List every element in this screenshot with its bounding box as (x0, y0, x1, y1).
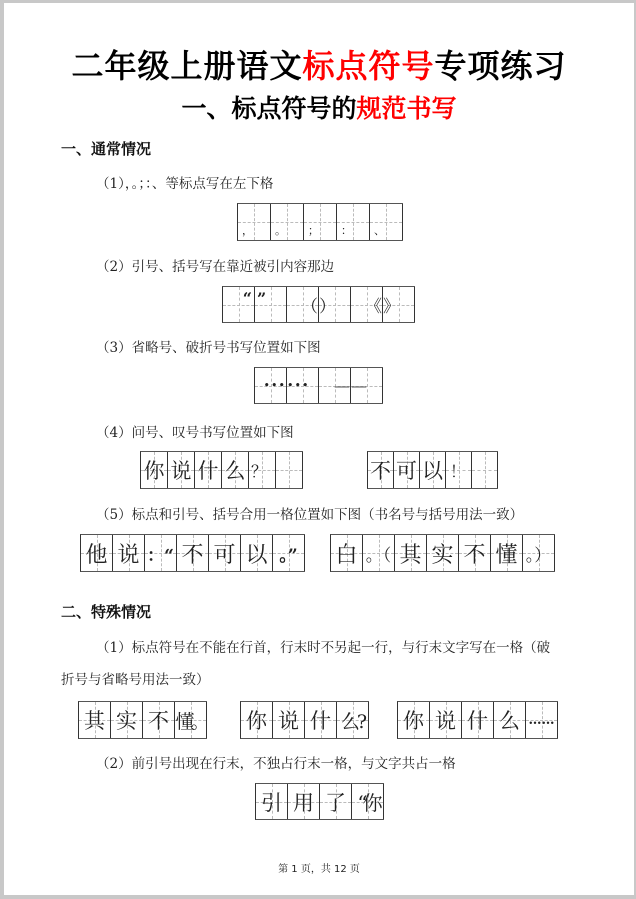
grid-item1 (237, 203, 403, 241)
grid-cell: 说 (430, 702, 462, 738)
grid-special2 (255, 783, 384, 820)
grid-cell: 白 (331, 535, 363, 571)
section2-heading: 二、特殊情况 (61, 603, 152, 621)
grid-cell: “你 (352, 784, 384, 819)
grid-cell: 。 (271, 204, 304, 240)
grid-cell: 什 (305, 702, 337, 738)
grid-cell: 、 (370, 204, 403, 240)
title-prefix: 二年级上册语文 (71, 47, 303, 85)
grid-cell: 你 (398, 702, 430, 738)
grid-cell: 说 (168, 452, 195, 488)
grid-cell: 可 (209, 535, 241, 571)
grid-cell: ：“ (145, 535, 177, 571)
item1-text: （1），。；：、等标点写在左下格 (96, 176, 274, 192)
item4-text: （4）问号、叹号书写位置如下图 (96, 425, 294, 441)
grid-cell: 以 (241, 535, 273, 571)
grid-cell: 可 (394, 452, 420, 488)
grid-cell: — (351, 368, 383, 403)
grid-special1b (240, 701, 369, 739)
grid-cell: “ (223, 287, 255, 322)
item5-text: （5）标点和引号、括号合用一格位置如下图（书名号与括号用法一致） (96, 507, 524, 523)
grid-cell: 什 (195, 452, 222, 488)
grid-cell: 了 (320, 784, 352, 819)
grid-cell: 用 (288, 784, 320, 819)
grid-cell: 什 (462, 702, 494, 738)
grid-cell: 么? (337, 702, 369, 738)
grid-cell: ？ (249, 452, 276, 488)
grid-cell: 不 (368, 452, 394, 488)
grid-cell: 。” (273, 535, 305, 571)
grid-cell: ” (255, 287, 287, 322)
grid-cell: 你 (141, 452, 168, 488)
special1-text-line2: 折号与省略号用法一致） (61, 672, 210, 688)
grid-cell: 其 (395, 535, 427, 571)
subtitle-highlight: 规范书写 (356, 94, 457, 123)
grid-cell: （ (287, 287, 319, 322)
grid-cell (276, 452, 303, 488)
grid-special1a (78, 701, 207, 739)
grid-cell: 其 (79, 702, 111, 738)
grid-cell: 。） (523, 535, 555, 571)
grid-item3 (254, 367, 383, 404)
grid-cell: 不 (459, 535, 491, 571)
grid-cell: ： (337, 204, 370, 240)
grid-item5b (330, 534, 555, 572)
grid-cell: ！ (446, 452, 472, 488)
grid-cell (472, 452, 498, 488)
item2-text: （2）引号、括号写在靠近被引内容那边 (96, 259, 335, 275)
page-footer: 第 1 页，共 12 页 (278, 864, 360, 875)
title-highlight: 标点符号 (302, 47, 435, 85)
grid-cell: ） (319, 287, 351, 322)
grid-cell: 懂 (491, 535, 523, 571)
grid-cell: 懂。 (175, 702, 207, 738)
grid-cell: ••• (287, 368, 319, 403)
grid-cell: 引 (256, 784, 288, 819)
grid-cell: 他 (81, 535, 113, 571)
grid-cell: 么 (222, 452, 249, 488)
grid-cell: — (319, 368, 351, 403)
grid-cell: 。（ (363, 535, 395, 571)
grid-cell: ； (304, 204, 337, 240)
grid-cell: …… (526, 702, 558, 738)
document-page (4, 3, 634, 895)
grid-item4b (367, 451, 498, 489)
grid-cell: 你 (241, 702, 273, 738)
special1-text-line1: （1）标点符号在不能在行首，行末时不另起一行，与行末文字写在一格（破 (96, 640, 551, 656)
grid-cell: 么 (494, 702, 526, 738)
page-subtitle (4, 89, 634, 125)
title-suffix: 专项练习 (434, 47, 567, 85)
grid-cell: ••• (255, 368, 287, 403)
page-title (4, 41, 634, 87)
grid-cell: 《 (351, 287, 383, 322)
grid-cell: 不 (177, 535, 209, 571)
grid-cell: 实 (111, 702, 143, 738)
grid-cell: ， (238, 204, 271, 240)
item3-text: （3）省略号、破折号书写位置如下图 (96, 340, 321, 356)
grid-cell: 以 (420, 452, 446, 488)
grid-cell: 实 (427, 535, 459, 571)
grid-cell: 说 (273, 702, 305, 738)
grid-item4a (140, 451, 303, 489)
special2-text: （2）前引号出现在行末，不独占行末一格，与文字共占一格 (96, 756, 456, 772)
grid-cell: 》 (383, 287, 415, 322)
grid-cell: 不 (143, 702, 175, 738)
section1-heading: 一、通常情况 (61, 140, 152, 158)
grid-item5a (80, 534, 305, 572)
grid-item2 (222, 286, 415, 323)
subtitle-prefix: 一、标点符号的 (181, 94, 357, 123)
grid-cell: 说 (113, 535, 145, 571)
grid-special1c (397, 701, 558, 739)
